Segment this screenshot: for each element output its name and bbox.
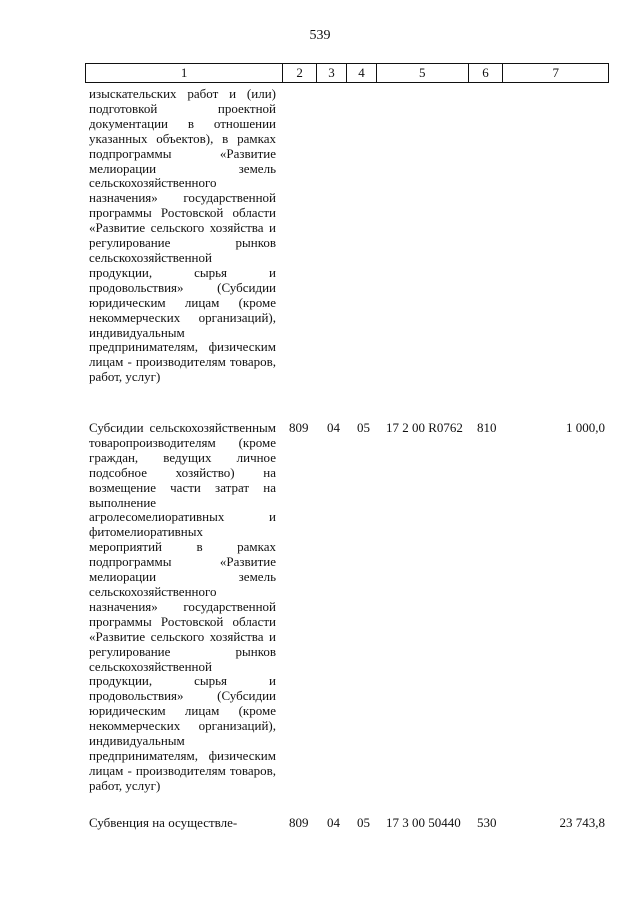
header-col-3: 3 bbox=[317, 64, 347, 82]
row-target-code: 17 2 00 R0762 bbox=[386, 420, 463, 435]
row-expense-type: 810 bbox=[477, 420, 497, 435]
header-col-5: 5 bbox=[377, 64, 469, 82]
row-expense-type: 530 bbox=[477, 815, 497, 830]
row-subsection-code: 05 bbox=[357, 420, 370, 435]
row-description: Субсидии сельскохозяйственным товаропроизводителям (кроме граждан, ведущих личное подсобное хозяйство) на возмещение части затрат на выполнение агролесомелиоративных и фитомелиоративных мероприятий в рамках подпрограммы «Развитие мелиорации земель сельскохозяйственного назначения» государственной программы Ростовской области «Развитие сельского хозяйства и регулирование рынков сельскохозяйственной продукции, сырья и продовольствия» (Субсидии юридическим лицам (кроме некоммерческих организаций), индивидуальным предпринимателям, физическим лицам - производителям товаров, работ, услуг) bbox=[89, 420, 276, 793]
header-col-7: 7 bbox=[552, 65, 559, 80]
row-ministry-code: 809 bbox=[289, 420, 309, 435]
table-header bbox=[85, 63, 609, 83]
row-ministry-code: 809 bbox=[289, 815, 309, 830]
row-subsection-code: 05 bbox=[357, 815, 370, 830]
header-col-6: 6 bbox=[469, 64, 504, 82]
row-amount: 23 743,8 bbox=[559, 815, 605, 830]
header-col-1: 1 bbox=[86, 64, 283, 82]
row-section-code: 04 bbox=[327, 815, 340, 830]
row-description: Субвенция на осуществле- bbox=[89, 815, 238, 830]
page-number: 539 bbox=[309, 28, 331, 43]
row-target-code: 17 3 00 50440 bbox=[386, 815, 461, 830]
header-col-2: 2 bbox=[283, 64, 317, 82]
row-amount: 1 000,0 bbox=[566, 420, 605, 435]
row-section-code: 04 bbox=[327, 420, 340, 435]
header-col-4: 4 bbox=[347, 64, 377, 82]
row-description: изыскательских работ и (или) подготовкой проектной документации в отношении указанных объектов), в рамках подпрограммы «Развитие мелиорации земель сельскохозяйственного назначения» государственной программы Ростовской области «Развитие сельского хозяйства и регулирование рынков сельскохозяйственной продукции, сырья и продовольствия» (Субсидии юридическим лицам (кроме некоммерческих организаций), индивидуальным предпринимателям, физическим лицам - производителям товаров, работ, услуг) bbox=[89, 86, 276, 385]
